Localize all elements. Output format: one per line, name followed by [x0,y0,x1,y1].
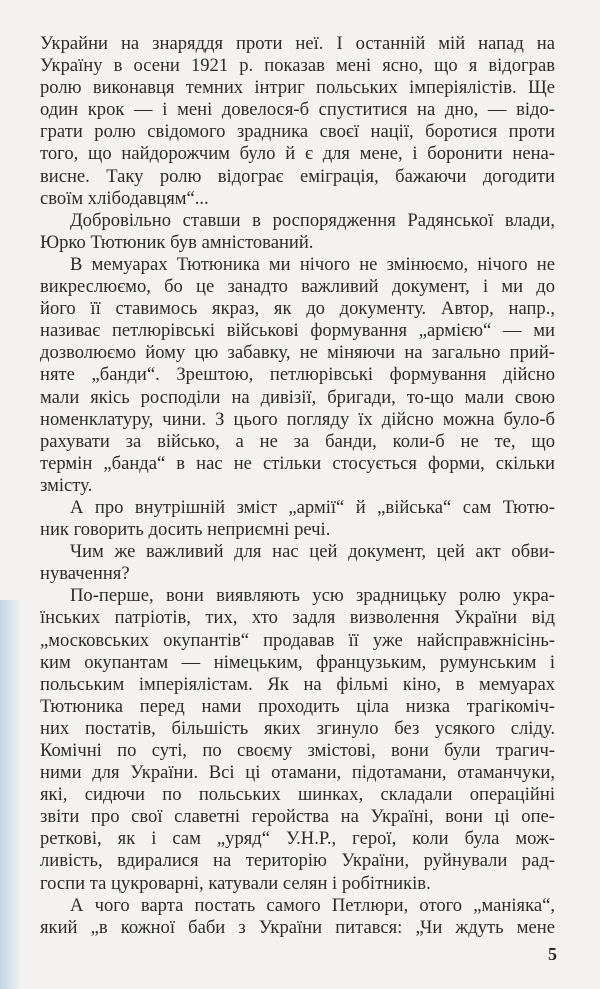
text-line: ними для України. Всі ці отамани, підотамани, отаманчуки, [40,762,555,784]
text-line: госпи та цукроварні, катували селян і робітників. [40,872,431,894]
text-line: Добровільно ставши в роспорядження Радянської влади, [70,209,555,231]
paragraph [40,33,555,210]
text-line: Украйни на знаряддя проти неї. І останній мій напад на [40,33,555,54]
text-line: дозволюємо йому цю забавку, не міняючи на загально прий- [40,342,555,364]
paragraph [40,497,555,541]
text-line: номенклатуру, чини. З цього погляду їх дійсно можна було-б [40,408,555,430]
text-line: своїм хлібодавцям“... [40,187,209,209]
text-line: А про внутрішній зміст „армії“ й „війська“ сам Тютю- [70,496,555,518]
paragraph [40,895,555,939]
text-line: їнських патріотів, тих, хто задля визволення України від [40,607,555,629]
text-line: грати ролю свідомого зрадника своєї нації, боротися проти [40,121,555,143]
text-line: того, що найдорожчим було й є для мене, і боронити нена- [40,143,555,165]
text-line: термін „банда“ в нас не стільки стосується форми, скільки [40,452,555,474]
text-line: який „в кожної баби з України питався: „Чи ждуть мене [40,916,555,938]
text-line: А чого варта постать самого Петлюри, отого „маніяка“, [70,894,555,916]
text-line: ник говорить досить неприємні речі. [40,519,331,541]
page-body-text [40,33,555,939]
text-line: називає петлюрівські військові формування „армією“ — ми [40,320,555,342]
text-line: викреслюємо, бо це занадто важливий документ, і ми до [40,276,555,298]
text-line: мали якісь росподіли на дивізії, бригади, то-що мали свою [40,386,555,408]
page-number: 5 [548,944,557,964]
text-line: Україну в осени 1921 р. показав мені ясно, що я відограв [40,55,555,77]
text-line: Чим же важливий для нас цей документ, цей акт обви- [70,541,555,563]
text-line: змісту. [40,474,93,496]
scan-edge-tint [0,600,22,989]
text-line: польським імперіялістам. Як на фільмі кіно, в мемуарах [40,673,555,695]
text-line: які, сидючи по польських шинках, складали операційні [40,784,555,806]
text-line: „московських окупантів“ продавав її уже найсправжнісінь- [40,629,555,651]
text-line: них постатів, більшість яких згинуло без усякого сліду. [40,717,555,739]
text-line: рахувати за військо, а не за банди, коли-б не те, що [40,430,555,452]
text-line: Комічні по суті, по своєму змістові, вони були трагич- [40,740,555,761]
text-line: реткові, як і сам „уряд“ У.Н.Р., герої, коли була мож- [40,828,555,850]
text-line: звіти про свої славетні геройства на Україні, вони ці опе- [40,806,555,828]
text-line: По-перше, вони виявляють усю зрадницьку ролю укра- [70,585,555,607]
text-line: В мемуарах Тютюника ми нічого не змінюємо, нічого не [70,253,555,275]
text-line: висне. Таку ролю відограє еміграція, бажаючи догодити [40,165,555,187]
text-line: нувачення? [40,563,130,585]
text-line: Юрко Тютюник був амністований. [40,231,314,253]
text-line: його її ставимось якраз, як до документу. Автор, напр., [40,298,555,320]
text-line: ким окупантам — німецьким, французьким, румунським і [40,651,555,673]
text-line: один крок — і мені довелося-б спуститися на дно, — відо- [40,99,555,121]
paragraph [40,585,555,894]
paragraph [40,541,555,585]
paragraph [40,210,555,254]
text-line: ливість, вдиралися на територію України, руйнували рад- [40,850,555,872]
text-line: ролю виконавця темних інтриг польських імперіялістів. Ще [40,77,555,99]
text-line: Тютюника перед нами проходить ціла низка трагікоміч- [40,695,555,717]
paragraph [40,254,555,497]
text-line: няте „банди“. Зрештою, петлюрівські формування дійсно [40,364,555,386]
